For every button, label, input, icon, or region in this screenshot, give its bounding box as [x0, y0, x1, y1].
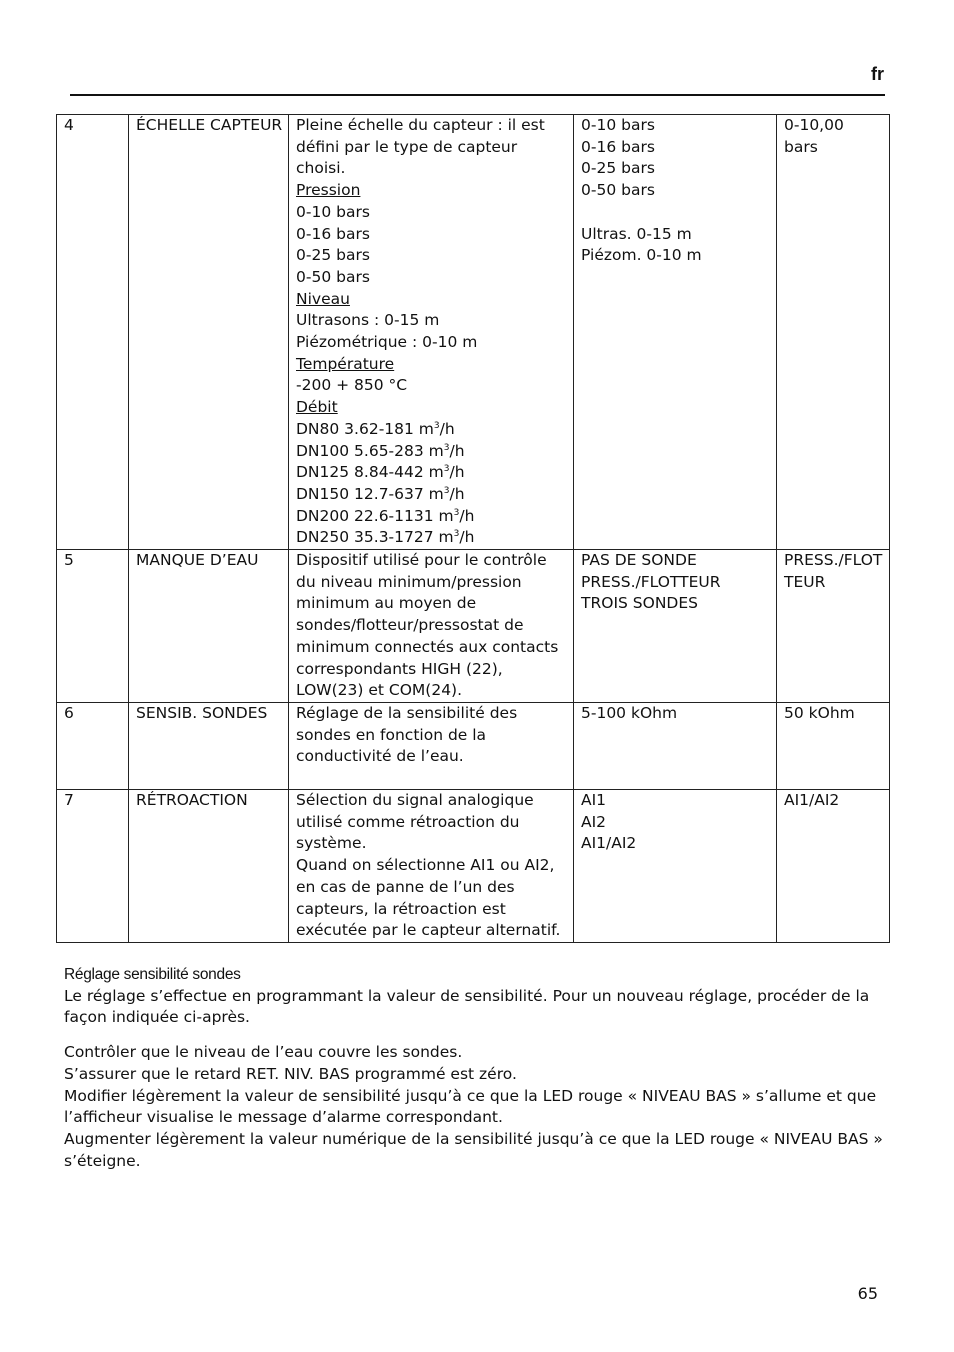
param-default: AI1/AI2: [777, 790, 890, 943]
param-number: 6: [57, 703, 129, 790]
param-description: Sélection du signal analogique utilisé comme rétroaction du système. Quand on sélectionne AI1 ou AI2, en cas de panne de l’un des capteurs, la rétroaction est exécutée par le capteur alternatif.: [289, 790, 574, 943]
param-values: 5-100 kOhm: [574, 703, 777, 790]
param-default: 0-10,00 bars: [777, 115, 890, 550]
param-values: PAS DE SONDE PRESS./FLOTTEUR TROIS SONDES: [574, 550, 777, 703]
subheading-debit: Débit: [296, 398, 338, 417]
language-marker: fr: [871, 64, 884, 84]
param-number: 4: [57, 115, 129, 550]
param-default: PRESS./FLOT TEUR: [777, 550, 890, 703]
param-number: 5: [57, 550, 129, 703]
param-name: ÉCHELLE CAPTEUR: [129, 115, 289, 550]
param-number: 7: [57, 790, 129, 943]
param-default: 50 kOhm: [777, 703, 890, 790]
param-name: SENSIB. SONDES: [129, 703, 289, 790]
param-name: MANQUE D’EAU: [129, 550, 289, 703]
table-row: [57, 115, 890, 550]
param-description: Pleine échelle du capteur : il est défini par le type de capteur choisi. Pression 0-10 bars 0-16 bars 0-25 bars 0-50 bars Niveau Ultrasons : 0-15 m Piézométrique : 0-10 m Température -200 + 850 °C Débit DN80 3.62-181 $m^3/h$ DN100 5.65-283 $m^3/h$ DN125 8.84-442 $m^3/h$ DN150 12.7-637 $m^3/h$ DN200 22.6-1131 $m^3/h$ DN250 35.3-1727 $m^3/h$: [289, 115, 574, 550]
sensitivity-section: [64, 964, 894, 1172]
section-steps: Contrôler que le niveau de l’eau couvre les sondes. S’assurer que le retard RET. NIV. BAS programmé est zéro. Modifier légèrement la valeur de sensibilité jusqu’à ce que la LED rouge « NIVEAU BAS » s’allume et que l’afficheur visualise le message d’alarme correspondant. Augmenter légèrement la valeur numérique de la sensibilité jusqu’à ce que la LED rouge « NIVEAU BAS » s’éteigne.: [64, 1043, 883, 1170]
table-row: [57, 550, 890, 703]
param-description: Dispositif utilisé pour le contrôle du niveau minimum/pression minimum au moyen de sondes/flotteur/pressostat de minimum connectés aux contacts correspondants HIGH (22), LOW(23) et COM(24).: [289, 550, 574, 703]
subheading-temperature: Température: [296, 354, 395, 373]
section-intro: Le réglage s’effectue en programmant la valeur de sensibilité. Pour un nouveau réglage, procéder de la façon indiquée ci-après.: [64, 986, 870, 1027]
param-values: 0-10 bars 0-16 bars 0-25 bars 0-50 bars Ultras. 0-15 m Piézom. 0-10 m: [574, 115, 777, 550]
table-row: [57, 790, 890, 943]
table-row: [57, 703, 890, 790]
parameters-table: [56, 114, 890, 943]
header-rule: [70, 94, 885, 96]
subheading-niveau: Niveau: [296, 289, 350, 308]
param-description: Réglage de la sensibilité des sondes en fonction de la conductivité de l’eau.: [289, 703, 574, 790]
page-number: 65: [857, 1284, 878, 1303]
section-title: Réglage sensibilité sondes: [64, 966, 241, 983]
param-values: AI1 AI2 AI1/AI2: [574, 790, 777, 943]
subheading-pression: Pression: [296, 181, 361, 200]
param-name: RÉTROACTION: [129, 790, 289, 943]
